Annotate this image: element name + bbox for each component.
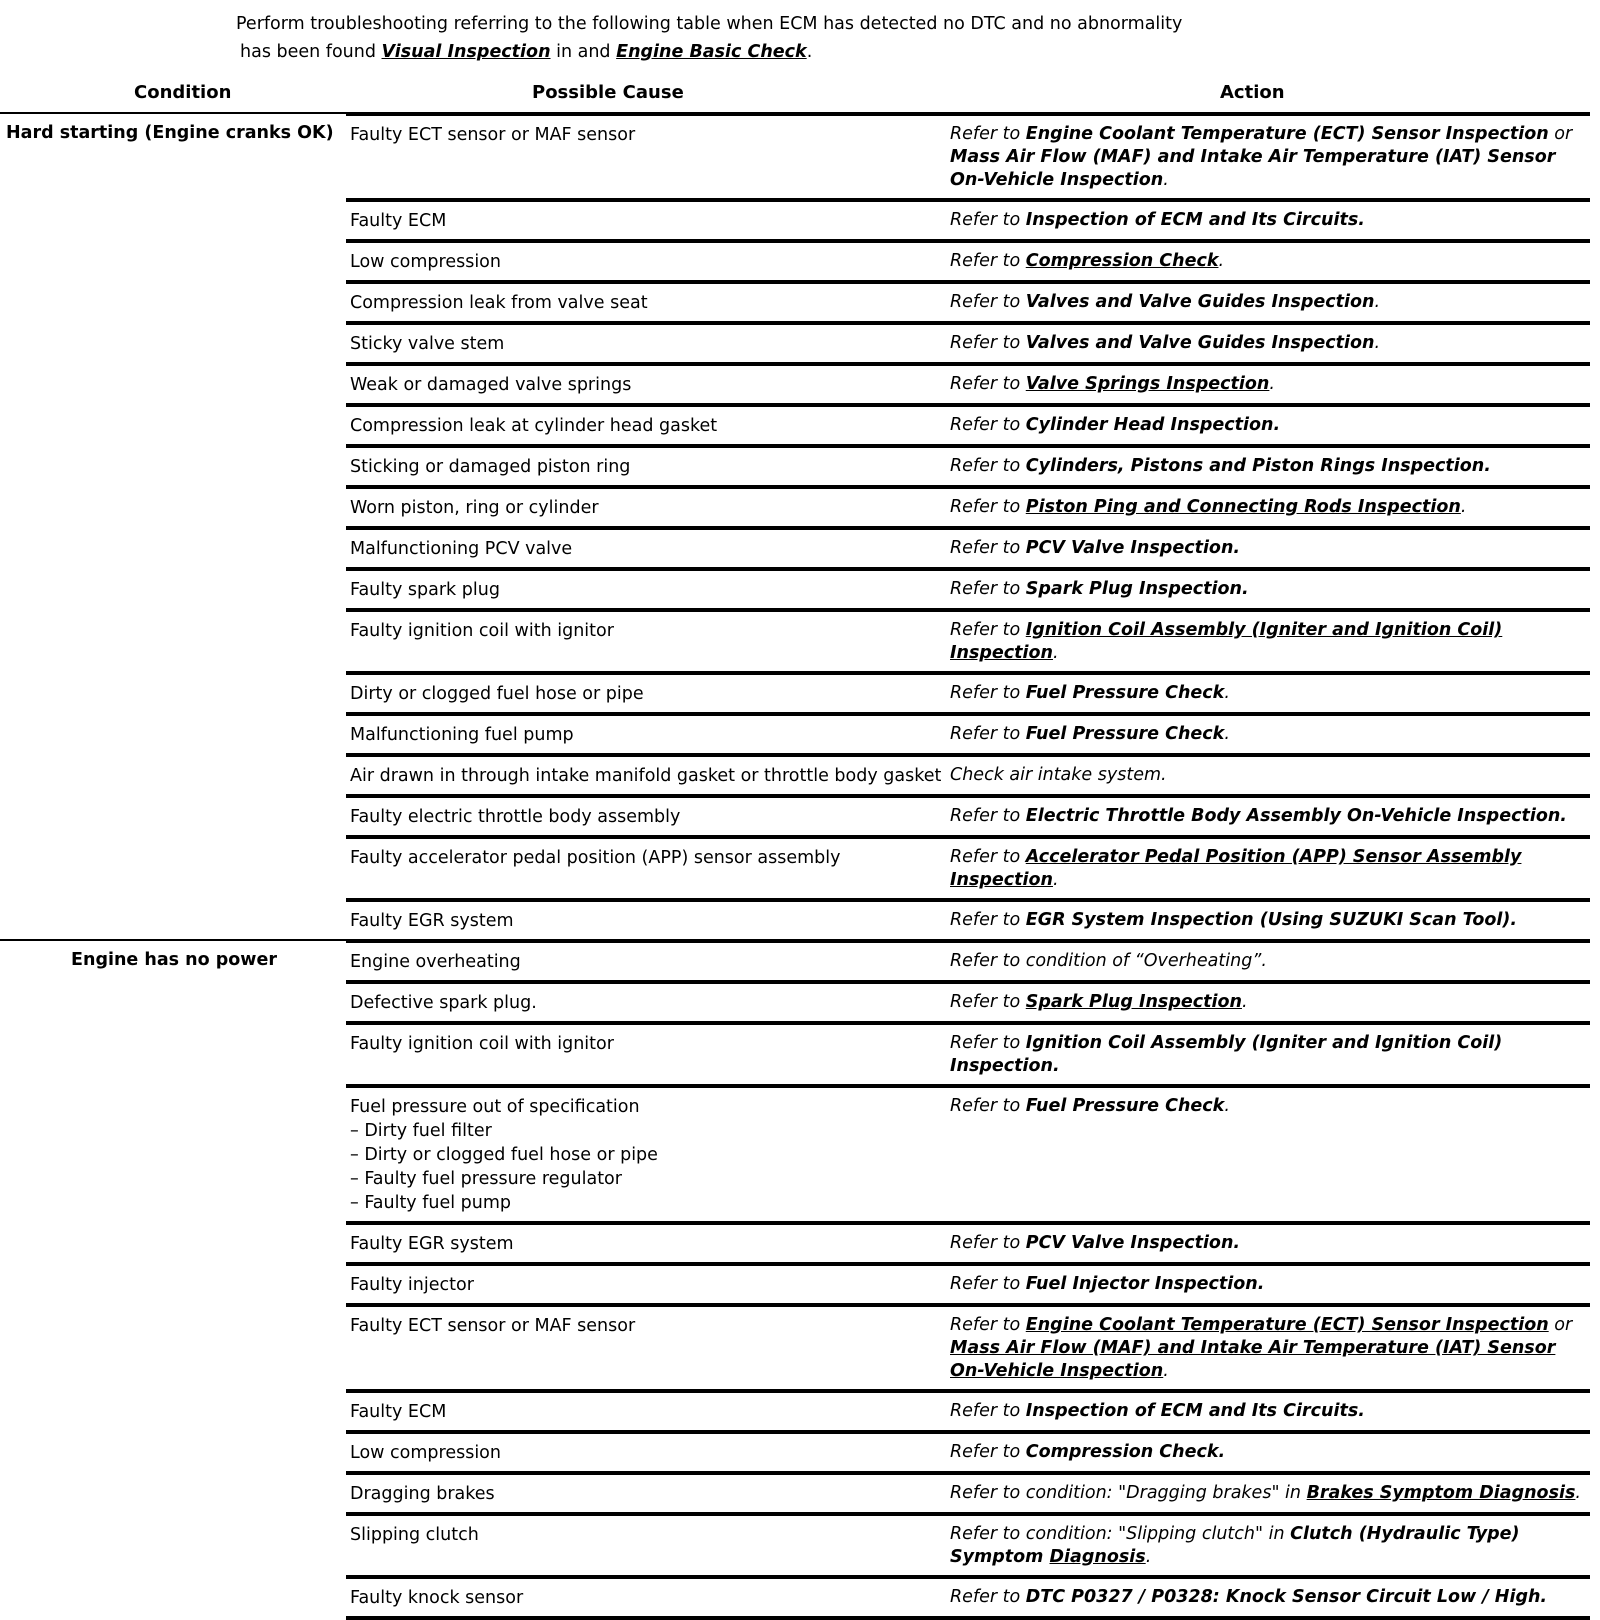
action-text: Refer to (950, 1442, 1026, 1462)
cause-line: Fuel pressure out of specification (350, 1097, 640, 1117)
action-cell (946, 526, 1590, 567)
action-cell (946, 608, 1590, 671)
action-text: Refer to (950, 620, 1026, 640)
action-cell (946, 1084, 1590, 1221)
cause-lines (350, 1232, 942, 1256)
action-link[interactable]: Spark Plug Inspection. (1025, 579, 1249, 599)
action-text: . (1460, 497, 1467, 517)
action-cell (946, 1021, 1590, 1084)
cause-cell (346, 567, 946, 608)
cause-lines (350, 209, 942, 233)
action-text: . (1224, 683, 1230, 703)
cause-line: Sticking or damaged piston ring (350, 457, 631, 477)
action-link[interactable]: Fuel Pressure Check (1025, 724, 1225, 744)
intro-line-2 (236, 38, 1182, 66)
cause-line: Faulty EGR system (350, 1234, 514, 1254)
action-text: Refer to (950, 683, 1026, 703)
action-link[interactable]: Valves and Valve Guides Inspection (1025, 292, 1375, 312)
action-text: Refer to (950, 415, 1026, 435)
action-text: Refer to (950, 724, 1026, 744)
cause-cell (346, 898, 946, 939)
intro-line-2-pre: has been found (240, 42, 382, 62)
cause-lines (350, 250, 942, 274)
action-cell (946, 939, 1590, 980)
cause-line: Malfunctioning fuel pump (350, 725, 574, 745)
action-link[interactable]: Engine Coolant Temperature (ECT) Sensor Inspection (1025, 124, 1549, 144)
cause-line: Compression leak at cylinder head gasket (350, 416, 718, 436)
action-text: Refer to (950, 124, 1026, 144)
action-cell (946, 444, 1590, 485)
cause-cell (346, 1303, 946, 1389)
condition-cell: Hard starting (Engine cranks OK) (0, 112, 346, 939)
action-link[interactable]: EGR System Inspection (Using SUZUKI Scan Tool). (1025, 910, 1518, 930)
action-cell (946, 1262, 1590, 1303)
cause-cell (346, 403, 946, 444)
cause-line: – Faulty fuel pressure regulator (350, 1169, 622, 1189)
cause-lines (350, 1095, 942, 1215)
cause-lines (350, 291, 942, 315)
cause-lines (350, 1273, 942, 1297)
cause-cell (346, 1084, 946, 1221)
action-text: . (1053, 643, 1059, 663)
action-link[interactable]: Compression Check. (1025, 1442, 1226, 1462)
cause-lines (350, 723, 942, 747)
action-text: Refer to (950, 992, 1026, 1012)
action-link[interactable]: Compression Check (1025, 251, 1219, 271)
cause-lines (350, 619, 942, 643)
action-link[interactable]: Fuel Injector Inspection. (1025, 1274, 1265, 1294)
cause-line: Faulty ECT sensor or MAF sensor (350, 1316, 636, 1336)
cause-cell (346, 362, 946, 403)
action-link[interactable]: Electric Throttle Body Assembly On-Vehicle Inspection. (1025, 806, 1567, 826)
action-cell (946, 362, 1590, 403)
cause-line: Air drawn in through intake manifold gasket or throttle body gasket (350, 766, 942, 786)
action-cell (946, 321, 1590, 362)
cause-lines (350, 991, 942, 1015)
action-text: . (1163, 170, 1169, 190)
action-link[interactable]: Engine Coolant Temperature (ECT) Sensor Inspection (1025, 1315, 1549, 1335)
troubleshooting-table (0, 112, 1590, 1620)
action-text: . (1269, 374, 1275, 394)
cause-cell (346, 1575, 946, 1620)
cause-lines (350, 1523, 942, 1547)
action-text: Refer to (950, 910, 1026, 930)
cause-lines (350, 1441, 942, 1465)
action-cell (946, 1303, 1590, 1389)
action-link[interactable]: Clutch (Hydraulic Type) Symptom (950, 1524, 1520, 1567)
cause-line: Faulty ECT sensor or MAF sensor (350, 125, 636, 145)
cause-cell (346, 1262, 946, 1303)
cause-line: Faulty injector (350, 1275, 474, 1295)
cause-lines (350, 764, 942, 788)
action-cell (946, 485, 1590, 526)
action-cell (946, 898, 1590, 939)
action-text: . (1163, 1361, 1169, 1381)
action-text: . (1053, 870, 1059, 890)
cause-line: Malfunctioning PCV valve (350, 539, 573, 559)
action-cell (946, 980, 1590, 1021)
action-text: Refer to (950, 1096, 1026, 1116)
cause-lines (350, 496, 942, 520)
action-text: Refer to (950, 1587, 1026, 1607)
action-cell (946, 403, 1590, 444)
cause-lines (350, 1314, 942, 1338)
cause-line: Faulty ECM (350, 211, 447, 231)
cause-lines (350, 1400, 942, 1424)
action-text: Refer to (950, 806, 1026, 826)
cause-line: Faulty ECM (350, 1402, 447, 1422)
table-row (0, 939, 1590, 980)
action-text: or (1548, 1315, 1573, 1335)
action-text: Refer to (950, 333, 1026, 353)
action-cell (946, 712, 1590, 753)
action-link[interactable]: Diagnosis (1049, 1547, 1146, 1567)
action-link[interactable]: Ignition Coil Assembly (Igniter and Ignition Coil) Inspection. (950, 1033, 1503, 1076)
cause-line: Faulty spark plug (350, 580, 500, 600)
cause-line: Faulty electric throttle body assembly (350, 807, 681, 827)
action-text: Refer to (950, 1315, 1026, 1335)
action-link[interactable]: Inspection of ECM and Its Circuits. (1025, 1401, 1365, 1421)
cause-line: Dragging brakes (350, 1484, 495, 1504)
action-link[interactable]: Piston Ping and Connecting Rods Inspection (1025, 497, 1461, 517)
action-cell (946, 112, 1590, 198)
action-cell (946, 198, 1590, 239)
cause-cell (346, 321, 946, 362)
action-link[interactable]: Brakes Symptom Diagnosis (1306, 1483, 1576, 1503)
action-link[interactable]: Accelerator Pedal Position (APP) Sensor Assembly Inspection (950, 847, 1522, 890)
engine-basic-check-link[interactable]: Engine Basic Check (616, 42, 807, 62)
action-text: Refer to (950, 292, 1026, 312)
action-text: . (1145, 1547, 1152, 1567)
action-text: Refer to (950, 847, 1026, 867)
action-link[interactable]: Cylinder Head Inspection. (1025, 415, 1281, 435)
action-text: . (1374, 333, 1381, 353)
action-text: Check air intake system. (950, 765, 1167, 785)
cause-cell (346, 794, 946, 835)
cause-cell (346, 1221, 946, 1262)
cause-cell (346, 1389, 946, 1430)
cause-cell (346, 1512, 946, 1575)
cause-cell (346, 1471, 946, 1512)
cause-line: Faulty accelerator pedal position (APP) sensor assembly (350, 848, 841, 868)
cause-line: Defective spark plug. (350, 993, 537, 1013)
cause-line: Sticky valve stem (350, 334, 505, 354)
action-text: . (1241, 992, 1248, 1012)
cause-line: Compression leak from valve seat (350, 293, 648, 313)
cause-line: Faulty EGR system (350, 911, 514, 931)
cause-lines (350, 805, 942, 829)
cause-lines (350, 414, 942, 438)
cause-lines (350, 578, 942, 602)
cause-cell (346, 1430, 946, 1471)
cause-cell (346, 280, 946, 321)
action-text: Refer to condition: "Dragging brakes" in (950, 1483, 1307, 1503)
cause-lines (350, 123, 942, 147)
cause-cell (346, 526, 946, 567)
cause-lines (350, 846, 942, 870)
cause-lines (350, 950, 942, 974)
cause-cell (346, 239, 946, 280)
action-link[interactable]: Fuel Pressure Check (1025, 1096, 1225, 1116)
cause-lines (350, 373, 942, 397)
cause-lines (350, 682, 942, 706)
action-text: Refer to condition: "Slipping clutch" in (950, 1524, 1291, 1544)
cause-lines (350, 1032, 942, 1056)
action-text: . (1218, 251, 1225, 271)
cause-lines (350, 909, 942, 933)
action-link[interactable]: Ignition Coil Assembly (Igniter and Ignition Coil) Inspection (950, 620, 1503, 663)
action-cell (946, 1512, 1590, 1575)
cause-line: Low compression (350, 252, 501, 272)
action-cell (946, 1575, 1590, 1620)
action-link[interactable]: PCV Valve Inspection. (1025, 1233, 1241, 1253)
action-cell (946, 280, 1590, 321)
action-text: Refer to (950, 1401, 1026, 1421)
action-text: Refer to (950, 1033, 1026, 1053)
cause-line: Worn piston, ring or cylinder (350, 498, 599, 518)
action-link[interactable]: PCV Valve Inspection. (1025, 538, 1241, 558)
cause-line: – Dirty fuel filter (350, 1121, 492, 1141)
action-cell (946, 1221, 1590, 1262)
action-text: Refer to (950, 497, 1026, 517)
action-cell (946, 1389, 1590, 1430)
action-cell (946, 835, 1590, 898)
cause-line: Dirty or clogged fuel hose or pipe (350, 684, 644, 704)
intro-text (236, 10, 1182, 66)
action-text: Refer to (950, 579, 1026, 599)
action-link[interactable]: Valve Springs Inspection (1025, 374, 1270, 394)
cause-lines (350, 1586, 942, 1610)
action-cell (946, 753, 1590, 794)
cause-cell (346, 712, 946, 753)
cause-lines (350, 332, 942, 356)
cause-line: Faulty ignition coil with ignitor (350, 1034, 614, 1054)
action-link[interactable]: DTC P0327 / P0328: Knock Sensor Circuit Low / High. (1025, 1587, 1548, 1607)
cause-cell (346, 485, 946, 526)
cause-line: – Dirty or clogged fuel hose or pipe (350, 1145, 658, 1165)
cause-line: Faulty knock sensor (350, 1588, 524, 1608)
action-link[interactable]: Fuel Pressure Check (1025, 683, 1225, 703)
action-cell (946, 567, 1590, 608)
cause-cell (346, 1021, 946, 1084)
cause-cell (346, 444, 946, 485)
header-action: Action (1220, 82, 1285, 103)
cause-cell (346, 835, 946, 898)
cause-cell (346, 112, 946, 198)
cause-cell (346, 753, 946, 794)
cause-cell (346, 671, 946, 712)
header-possible-cause: Possible Cause (532, 82, 684, 103)
action-text: . (1374, 292, 1381, 312)
action-cell (946, 794, 1590, 835)
action-text: Refer to condition of “Overheating”. (950, 951, 1267, 971)
cause-lines (350, 537, 942, 561)
action-text: . (1224, 724, 1230, 744)
condition-cell: Engine has no power (0, 939, 346, 1620)
cause-lines (350, 1482, 942, 1506)
action-text: Refer to (950, 210, 1026, 230)
action-cell (946, 671, 1590, 712)
action-link[interactable]: Spark Plug Inspection (1025, 992, 1242, 1012)
action-text: . (1575, 1483, 1581, 1503)
action-text: Refer to (950, 456, 1026, 476)
action-cell (946, 1471, 1590, 1512)
cause-line: Weak or damaged valve springs (350, 375, 632, 395)
action-text: Refer to (950, 538, 1026, 558)
action-link[interactable]: Mass Air Flow (MAF) and Intake Air Temperature (IAT) Sensor On-Vehicle Inspection (950, 147, 1556, 190)
action-cell (946, 1430, 1590, 1471)
action-link[interactable]: Inspection of ECM and Its Circuits. (1025, 210, 1365, 230)
table-row (0, 112, 1590, 198)
intro-line-2-mid: in and (550, 42, 617, 62)
cause-cell (346, 980, 946, 1021)
cause-lines (350, 455, 942, 479)
action-text: Refer to (950, 1233, 1026, 1253)
action-link[interactable]: Valves and Valve Guides Inspection (1025, 333, 1375, 353)
intro-line-2-end: . (806, 42, 813, 62)
intro-line-1: Perform troubleshooting referring to the following table when ECM has detected no DTC and no abnormality (236, 14, 1183, 34)
action-text: Refer to (950, 251, 1026, 271)
action-link[interactable]: Cylinders, Pistons and Piston Rings Inspection. (1025, 456, 1491, 476)
cause-cell (346, 939, 946, 980)
header-condition: Condition (134, 82, 232, 103)
cause-cell (346, 608, 946, 671)
cause-line: Slipping clutch (350, 1525, 479, 1545)
cause-line: – Faulty fuel pump (350, 1193, 512, 1213)
cause-line: Low compression (350, 1443, 501, 1463)
action-text: or (1548, 124, 1573, 144)
cause-cell (346, 198, 946, 239)
action-link[interactable]: Mass Air Flow (MAF) and Intake Air Temperature (IAT) Sensor On-Vehicle Inspection (950, 1338, 1556, 1381)
cause-line: Faulty ignition coil with ignitor (350, 621, 614, 641)
cause-line: Engine overheating (350, 952, 521, 972)
visual-inspection-link[interactable]: Visual Inspection (381, 42, 551, 62)
action-cell (946, 239, 1590, 280)
action-text: . (1224, 1096, 1230, 1116)
action-text: Refer to (950, 1274, 1026, 1294)
action-text: Refer to (950, 374, 1026, 394)
